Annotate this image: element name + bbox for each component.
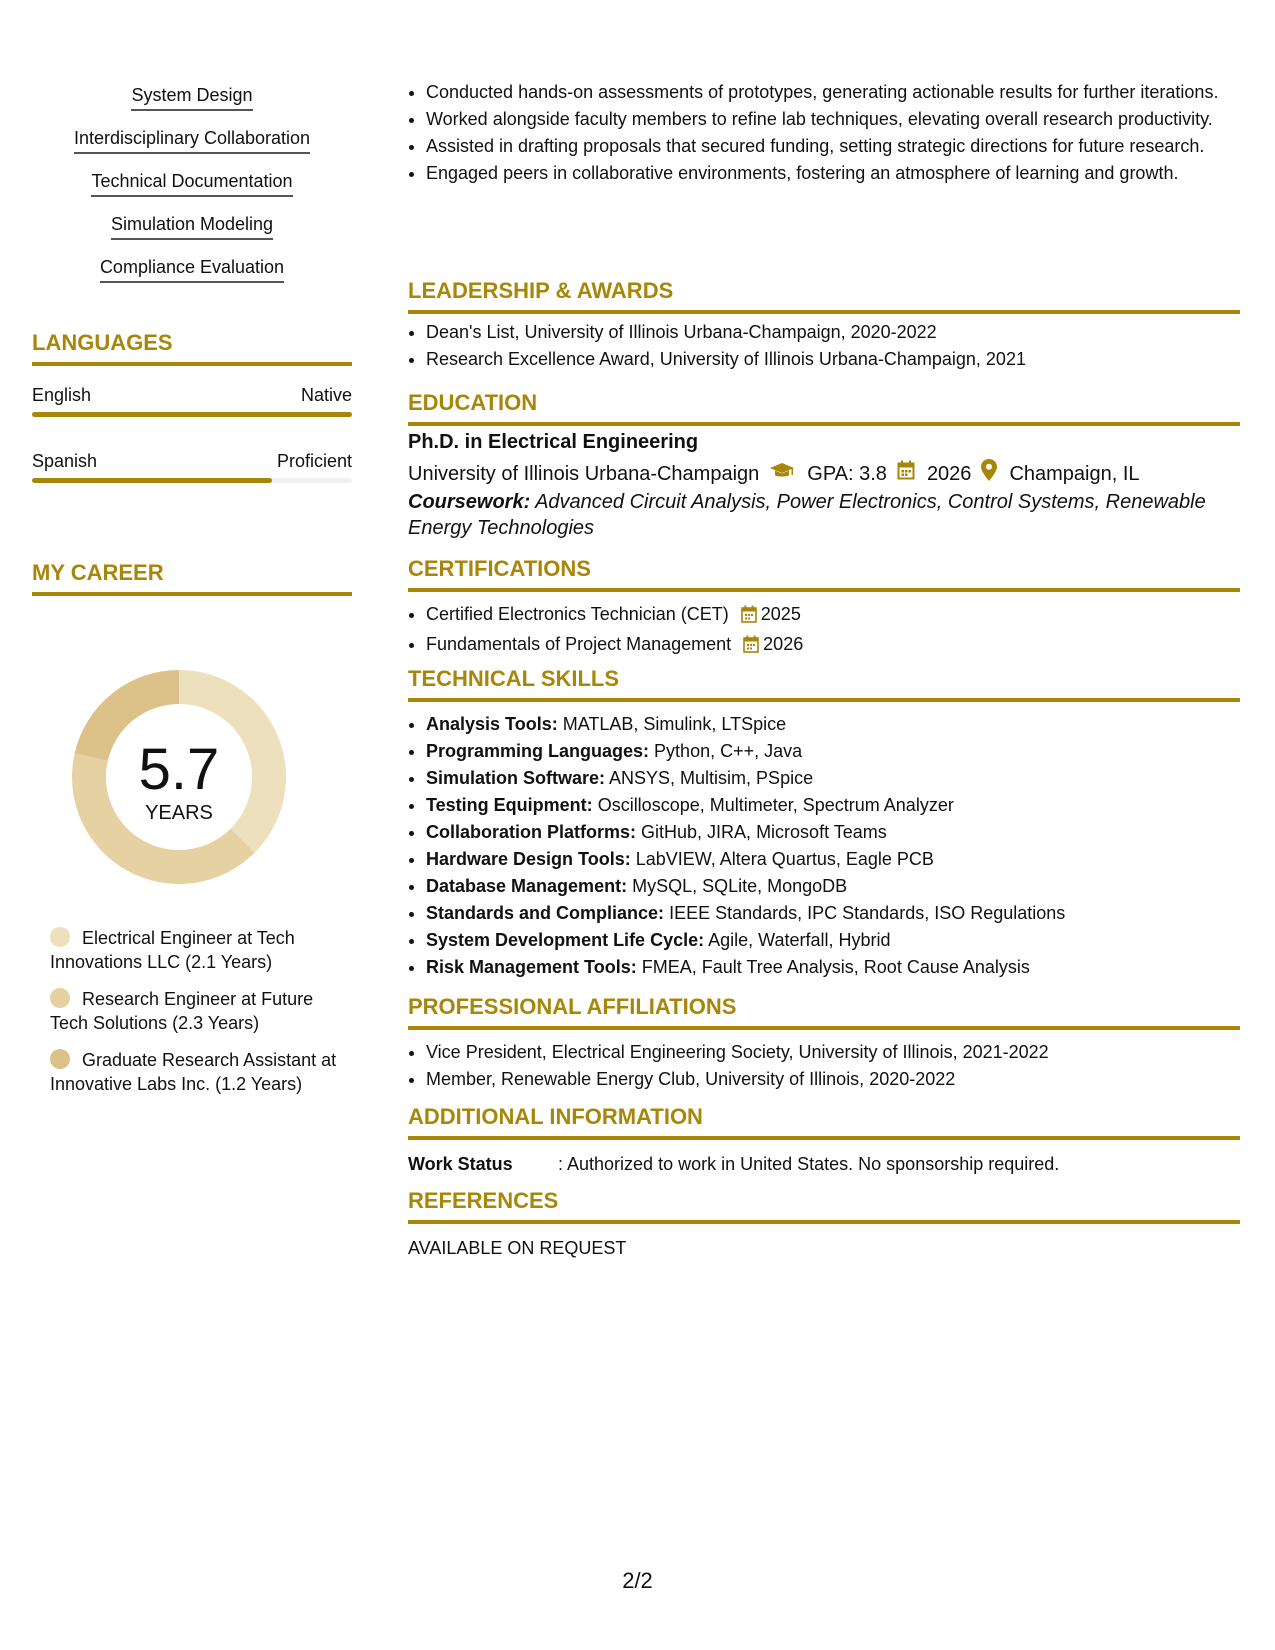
certifications-list bbox=[408, 602, 1246, 662]
skill-category: Standards and Compliance: bbox=[426, 903, 665, 923]
language-name: Spanish bbox=[32, 451, 98, 471]
skill-category: Testing Equipment: bbox=[426, 795, 593, 815]
language-english bbox=[32, 384, 352, 417]
donut-center bbox=[66, 664, 292, 890]
list-item bbox=[426, 766, 1246, 790]
list-item bbox=[426, 847, 1246, 871]
language-level: Proficient bbox=[276, 451, 352, 471]
skill-category: Analysis Tools: bbox=[426, 714, 558, 734]
skill-item: System Design bbox=[131, 84, 252, 111]
affiliations-list bbox=[408, 1040, 1246, 1094]
leadership-heading: LEADERSHIP & AWARDS bbox=[408, 278, 1240, 314]
school-location: Champaign, IL bbox=[1009, 462, 1140, 485]
language-bar-fill bbox=[32, 478, 272, 483]
list-item: • Member, Renewable Energy Club, University of Illinois, 2020-2022 bbox=[426, 1067, 1246, 1091]
legend-dot bbox=[50, 1049, 70, 1069]
cert-year: 2026 bbox=[763, 634, 804, 654]
skill-category: Collaboration Platforms: bbox=[426, 822, 637, 842]
list-item: • Dean's List, University of Illinois Urbana-Champaign, 2020-2022 bbox=[426, 320, 1246, 344]
experience-bullets bbox=[408, 80, 1246, 188]
skill-item: Interdisciplinary Collaboration bbox=[74, 127, 310, 154]
work-status bbox=[408, 1152, 1059, 1176]
location-pin-icon bbox=[981, 459, 997, 488]
skill-values: LabVIEW, Altera Quartus, Eagle PCB bbox=[635, 849, 934, 869]
language-level: Native bbox=[300, 385, 352, 405]
skill-values: IEEE Standards, IPC Standards, ISO Regulations bbox=[669, 903, 1066, 923]
list-item bbox=[426, 632, 1246, 659]
cert-name: Fundamentals of Project Management bbox=[426, 634, 732, 654]
career-heading: MY CAREER bbox=[32, 560, 352, 596]
technical-skills-list bbox=[408, 712, 1246, 982]
skill-category: Simulation Software: bbox=[426, 768, 606, 788]
list-item: • Research Excellence Award, University of Illinois Urbana-Champaign, 2021 bbox=[426, 347, 1246, 371]
career-label: Graduate Research Assistant at Innovative Labs Inc. (1.2 Years) bbox=[50, 1050, 337, 1094]
skill-values: Agile, Waterfall, Hybrid bbox=[708, 930, 891, 950]
page-number: 2/2 bbox=[622, 1568, 653, 1593]
skill-item: Compliance Evaluation bbox=[100, 256, 284, 283]
graduation-cap-icon bbox=[769, 461, 795, 487]
list-item: • Worked alongside faculty members to refine lab techniques, elevating overall research productivity. bbox=[426, 107, 1246, 131]
skill-values: MySQL, SQLite, MongoDB bbox=[632, 876, 848, 896]
list-item bbox=[426, 602, 1246, 629]
skill-category: System Development Life Cycle: bbox=[426, 930, 705, 950]
career-legend-item bbox=[50, 1048, 340, 1096]
career-legend bbox=[50, 926, 340, 1109]
skill-category: Programming Languages: bbox=[426, 741, 650, 761]
degree-title: Ph.D. in Electrical Engineering bbox=[408, 431, 699, 453]
skill-category: Hardware Design Tools: bbox=[426, 849, 631, 869]
skill-values: Oscilloscope, Multimeter, Spectrum Analyzer bbox=[597, 795, 954, 815]
references-heading: REFERENCES bbox=[408, 1188, 1240, 1224]
work-status-label: Work Status bbox=[408, 1154, 513, 1174]
affiliations-heading: PROFESSIONAL AFFILIATIONS bbox=[408, 994, 1240, 1030]
skill-category: Database Management: bbox=[426, 876, 628, 896]
list-item bbox=[426, 820, 1246, 844]
skill-values: MATLAB, Simulink, LTSpice bbox=[562, 714, 787, 734]
list-item bbox=[426, 793, 1246, 817]
skill-values: GitHub, JIRA, Microsoft Teams bbox=[641, 822, 887, 842]
skill-item: Technical Documentation bbox=[91, 170, 292, 197]
legend-dot bbox=[50, 988, 70, 1008]
list-item: • Vice President, Electrical Engineering Society, University of Illinois, 2021-2022 bbox=[426, 1040, 1246, 1064]
education-heading: EDUCATION bbox=[408, 390, 1240, 426]
coursework-label: Coursework: bbox=[408, 491, 531, 513]
list-item: • Engaged peers in collaborative environments, fostering an atmosphere of learning and growth. bbox=[426, 161, 1246, 185]
language-bar-fill bbox=[32, 412, 352, 417]
language-bar bbox=[32, 412, 352, 417]
skill-item: Simulation Modeling bbox=[111, 213, 273, 240]
graduation-year: 2026 bbox=[926, 462, 972, 485]
list-item bbox=[426, 739, 1246, 763]
total-years: 5.7 bbox=[138, 737, 220, 802]
education-details bbox=[408, 459, 1140, 488]
list-item bbox=[426, 928, 1246, 952]
list-item bbox=[426, 901, 1246, 925]
list-item bbox=[426, 874, 1246, 898]
language-spanish bbox=[32, 450, 352, 483]
career-legend-item bbox=[50, 987, 340, 1035]
coursework bbox=[408, 489, 1228, 541]
calendar-icon bbox=[743, 635, 759, 659]
cert-name: Certified Electronics Technician (CET) bbox=[426, 604, 729, 624]
skill-values: FMEA, Fault Tree Analysis, Root Cause Analysis bbox=[641, 957, 1030, 977]
language-bar bbox=[32, 478, 352, 483]
calendar-icon bbox=[741, 605, 757, 629]
coursework-list: Advanced Circuit Analysis, Power Electronics, Control Systems, Renewable Energy Technologies bbox=[408, 491, 1206, 539]
languages-heading: LANGUAGES bbox=[32, 330, 352, 366]
cert-year: 2025 bbox=[760, 604, 801, 624]
references-text: AVAILABLE ON REQUEST bbox=[408, 1238, 627, 1258]
work-status-value: : Authorized to work in United States. No sponsorship required. bbox=[558, 1154, 1060, 1174]
skill-values: ANSYS, Multisim, PSpice bbox=[609, 768, 814, 788]
leadership-list bbox=[408, 320, 1246, 374]
career-label: Research Engineer at Future Tech Solutions (2.3 Years) bbox=[50, 989, 314, 1033]
skills-list bbox=[32, 84, 352, 299]
certifications-heading: CERTIFICATIONS bbox=[408, 556, 1240, 592]
skill-category: Risk Management Tools: bbox=[426, 957, 637, 977]
calendar-icon bbox=[897, 460, 915, 487]
gpa: GPA: 3.8 bbox=[807, 462, 887, 485]
legend-dot bbox=[50, 927, 70, 947]
list-item: • Assisted in drafting proposals that secured funding, setting strategic directions for future research. bbox=[426, 134, 1246, 158]
list-item bbox=[426, 712, 1246, 736]
list-item: • Conducted hands-on assessments of prototypes, generating actionable results for further iterations. bbox=[426, 80, 1246, 104]
additional-info-heading: ADDITIONAL INFORMATION bbox=[408, 1104, 1240, 1140]
career-label: Electrical Engineer at Tech Innovations LLC (2.1 Years) bbox=[50, 928, 295, 972]
years-label: YEARS bbox=[145, 802, 213, 824]
language-name: English bbox=[32, 385, 92, 405]
school-name: University of Illinois Urbana-Champaign bbox=[408, 462, 760, 485]
skill-values: Python, C++, Java bbox=[654, 741, 803, 761]
technical-skills-heading: TECHNICAL SKILLS bbox=[408, 666, 1240, 702]
career-legend-item bbox=[50, 926, 340, 974]
list-item bbox=[426, 955, 1246, 979]
